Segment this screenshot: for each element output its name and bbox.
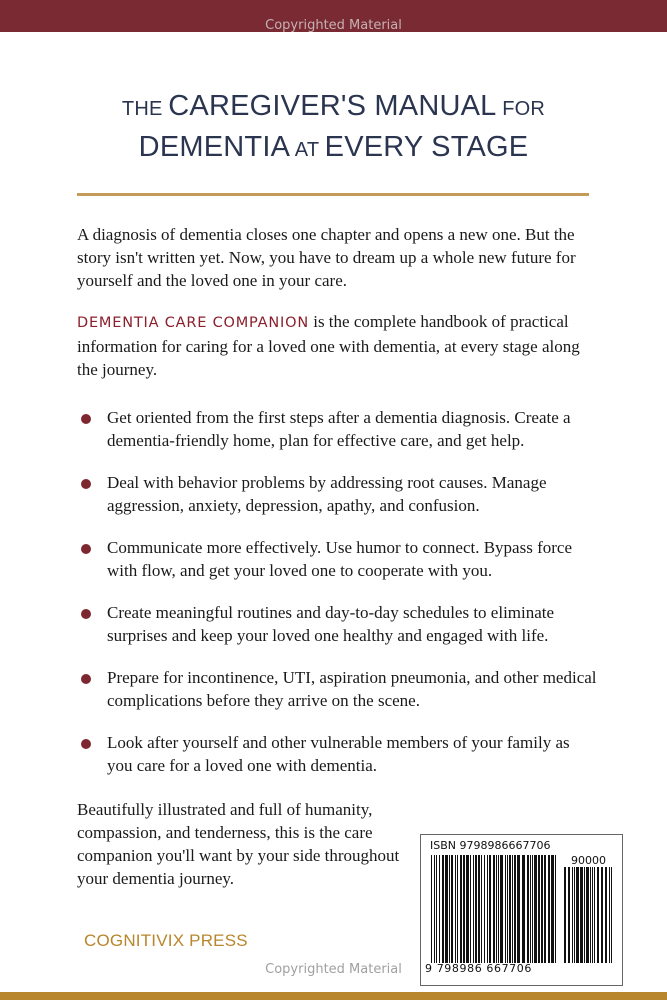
intro-paragraph: A diagnosis of dementia closes one chapter and opens a new one. But the story isn't written yet. Now, you have to dream up a whole new future for yourself and the loved one in your care. [77, 225, 576, 290]
barcode-bar [500, 855, 503, 963]
barcode-bar [451, 855, 453, 963]
barcode-bar [572, 867, 573, 963]
barcode-bar [592, 867, 593, 963]
list-item [77, 406, 597, 471]
barcode-bar [460, 855, 462, 963]
barcode-bar [496, 855, 497, 963]
title-word-dementia: DEMENTIA [138, 131, 291, 163]
barcode-bar [431, 855, 432, 963]
barcode-bar [605, 867, 607, 963]
description-paragraph [77, 310, 597, 381]
barcode-bar [544, 855, 546, 963]
feature-list [77, 406, 597, 796]
barcode-bar [445, 855, 448, 963]
barcode-bar [470, 855, 471, 963]
watermark-top: Copyrighted Material [265, 18, 402, 33]
barcode-bar [463, 855, 465, 963]
list-item-text: Communicate more effectively. Use humor to connect. Bypass force with flow, and get your loved one to cooperate with you. [107, 538, 572, 580]
barcode-bar [568, 867, 570, 963]
list-item-text: Look after yourself and other vulnerable members of your family as you care for a loved one with dementia. [107, 733, 570, 775]
title-word-the: THE [121, 98, 169, 120]
barcode-bar [611, 867, 612, 963]
isbn-label: ISBN 9798986667706 [430, 839, 551, 852]
barcode-bar [466, 855, 469, 963]
barcode-bar [590, 867, 591, 963]
list-item-text: Deal with behavior problems by addressing root causes. Manage aggression, anxiety, depression, apathy, and confusion. [107, 473, 547, 515]
barcode-bar [522, 855, 525, 963]
barcode-digits: 9 798986 667706 [425, 962, 532, 975]
title-line-1 [0, 85, 667, 132]
description-text: is the complete handbook of practical information for caring for a loved one with dementia, at every stage along the journey. [77, 312, 580, 379]
barcode-bar [439, 855, 440, 963]
barcode-bar [493, 855, 495, 963]
bottom-color-band [0, 992, 667, 1000]
barcode-bar [594, 867, 595, 963]
barcode-bar [514, 855, 516, 963]
publisher-name: COGNITIVIX PRESS [84, 931, 248, 950]
barcode-bar [609, 867, 610, 963]
list-item-text: Create meaningful routines and day-to-day schedules to eliminate surprises and keep your loved one healthy and engaged with life. [107, 603, 555, 645]
gold-divider [77, 193, 589, 196]
barcode-bar [564, 867, 566, 963]
barcode-bar [530, 855, 531, 963]
barcode-bar [584, 867, 585, 963]
price-addon-number: 90000 [571, 854, 606, 867]
barcode-bar [442, 855, 444, 963]
barcode-bar [489, 855, 491, 963]
barcode-bar [597, 867, 599, 963]
title-word-for: FOR [496, 98, 546, 120]
barcode-bar [434, 855, 435, 963]
list-item [77, 536, 597, 601]
barcode-bar [478, 855, 480, 963]
barcode-bar [532, 855, 533, 963]
barcode-bar [484, 855, 485, 963]
bullet-dot-icon [81, 544, 91, 554]
barcode-bar [457, 855, 458, 963]
title-word-every-stage: EVERY STAGE [324, 131, 529, 163]
bullet-dot-icon [81, 414, 91, 424]
barcode-bar [555, 855, 556, 963]
barcode-bar [574, 867, 575, 963]
brand-name: DEMENTIA CARE COMPANION [77, 315, 309, 331]
title-word-caregivers-manual: CAREGIVER'S MANUAL [168, 90, 497, 122]
bullet-dot-icon [81, 479, 91, 489]
barcode-bars [431, 855, 559, 963]
closing-paragraph: Beautifully illustrated and full of humanity, compassion, and tenderness, this is the care companion you'll want by your side throughout your dementia journey. [77, 800, 400, 888]
barcode-bar [576, 867, 579, 963]
barcode-bar [527, 855, 529, 963]
bullet-dot-icon [81, 739, 91, 749]
barcode-bar [498, 855, 499, 963]
barcode-bar [580, 867, 583, 963]
barcode-bar [538, 855, 540, 963]
barcode-bar [487, 855, 488, 963]
barcode-bar [512, 855, 513, 963]
barcode-bar [548, 855, 550, 963]
barcode-bar [551, 855, 554, 963]
list-item-text: Get oriented from the first steps after a dementia diagnosis. Create a dementia-friendly home, plan for effective care, and get help. [107, 408, 571, 450]
barcode-bar [601, 867, 603, 963]
barcode-bar [455, 855, 456, 963]
barcode-bar [534, 855, 537, 963]
list-item [77, 731, 597, 796]
barcode-bar [541, 855, 543, 963]
watermark-bottom: Copyrighted Material [265, 962, 402, 977]
bullet-dot-icon [81, 609, 91, 619]
title-line-2 [0, 126, 667, 173]
barcode-bar [517, 855, 520, 963]
barcode-bar [505, 855, 506, 963]
list-item-text: Prepare for incontinence, UTI, aspiration pneumonia, and other medical complications before they arrive on the scene. [107, 668, 597, 710]
barcode-bar [475, 855, 477, 963]
addon-barcode-bars [564, 867, 616, 963]
barcode-bar [586, 867, 589, 963]
barcode-bar [436, 855, 437, 963]
barcode-bar [481, 855, 482, 963]
barcode-bar [449, 855, 450, 963]
bullet-dot-icon [81, 674, 91, 684]
barcode-bar [473, 855, 474, 963]
title-word-at: AT [290, 139, 325, 161]
barcode-bar [509, 855, 511, 963]
list-item [77, 471, 597, 536]
barcode-bar [507, 855, 508, 963]
list-item [77, 601, 597, 666]
list-item [77, 666, 597, 731]
